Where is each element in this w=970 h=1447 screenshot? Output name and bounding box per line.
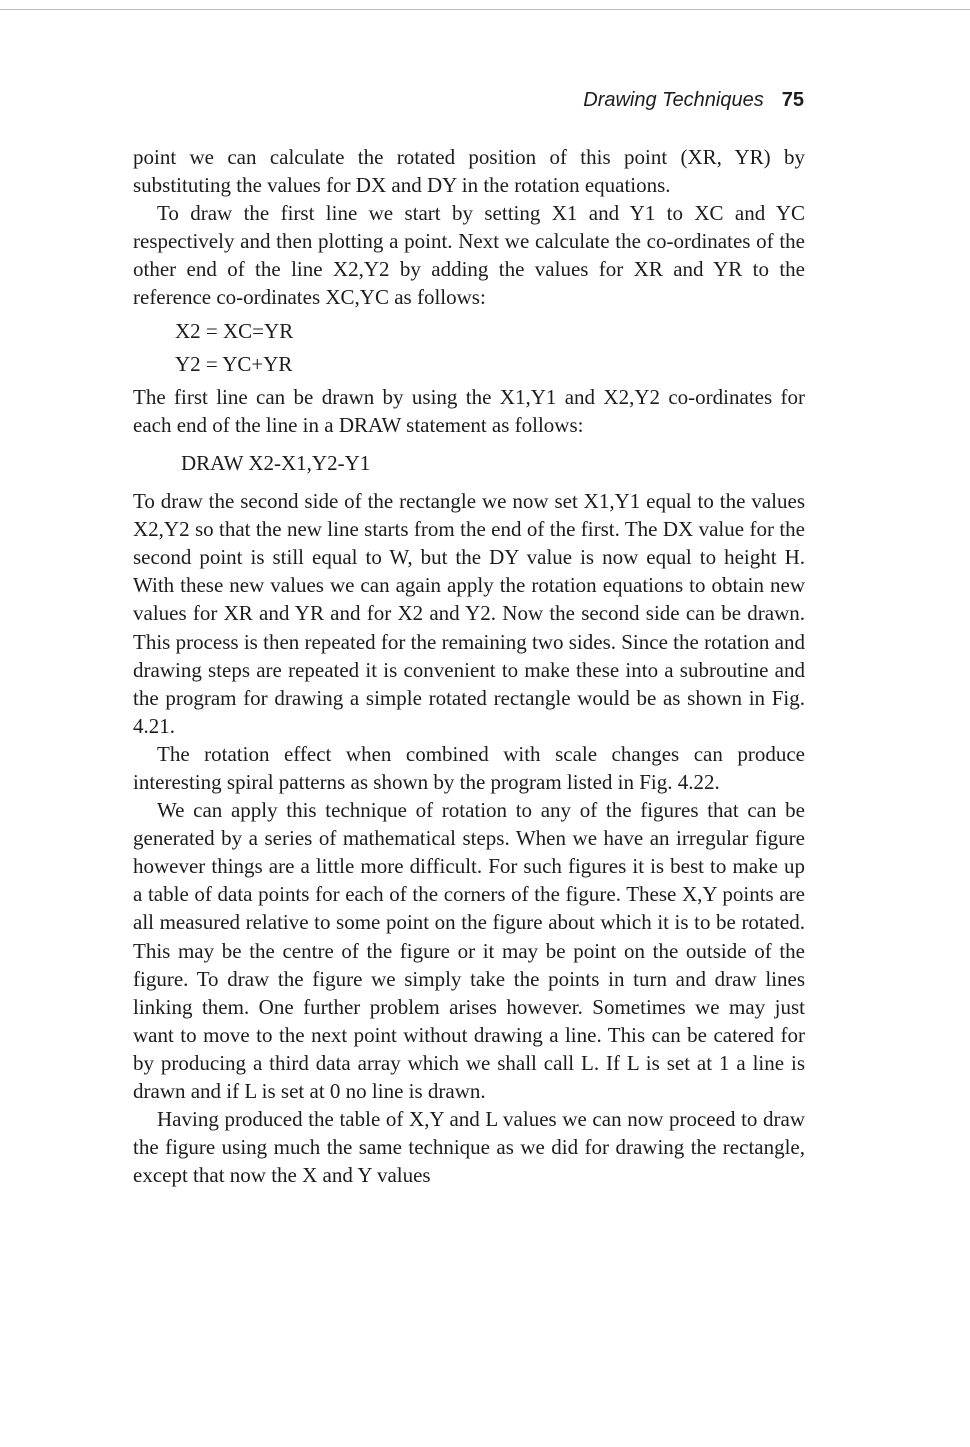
paragraph-continuation: point we can calculate the rotated position of this point (XR, YR) by substituting the values for DX and DY in the rotation equations. [133,145,805,198]
equation-y2: Y2 = YC+YR [175,351,293,376]
page-body [133,143,805,1189]
equation-x2: X2 = XC=YR [175,318,294,343]
running-head [583,86,804,114]
paragraph-first-line: To draw the first line we start by setting X1 and Y1 to XC and YC respectively and then plotting a point. Next we calculate the co-ordinates of the other end of the line X2,Y2 by adding the values for XR and YR to the reference co-ordinates XC,YC as follows: [133,201,805,310]
running-head-title: Drawing Techniques [583,89,764,111]
paragraph-draw-statement: The first line can be drawn by using the X1,Y1 and X2,Y2 co-ordinates for each end of the line in a DRAW statement as follows: [133,384,805,437]
paragraph-table-values: Having produced the table of X,Y and L values we can now proceed to draw the figure using much the same technique as we did for drawing the rectangle, except that now the X and Y values [133,1107,805,1188]
page-top-edge [0,9,970,10]
paragraph-spiral: The rotation effect when combined with scale changes can produce interesting spiral patterns as shown by the program listed in Fig. 4.22. [133,741,805,794]
draw-statement-code: DRAW X2-X1,Y2-Y1 [181,450,371,475]
page-number: 75 [781,89,804,111]
paragraph-irregular-figures: We can apply this technique of rotation to any of the figures that can be generated by a series of mathematical steps. When we have an irregular figure however things are a little more difficult. For such figures it is best to make up a table of data points for each of the corners of the figure. These X,Y points are all measured relative to some point on the figure about which it is to be rotated. This may be the centre of the figure or it may be point on the outside of the figure. To draw the figure we simply take the points in turn and draw lines linking them. One further problem arises however. Sometimes we may just want to move to the next point without drawing a line. This can be catered for by producing a third data array which we shall call L. If L is set at 1 a line is drawn and if L is set at 0 no line is drawn. [133,798,805,1103]
paragraph-second-side: To draw the second side of the rectangle we now set X1,Y1 equal to the values X2,Y2 so that the new line starts from the end of the first. The DX value for the second point is still equal to W, but the DY value is now equal to height H. With these new values we can again apply the rotation equations to obtain new values for XR and YR and for X2 and Y2. Now the second side can be drawn. This process is then repeated for the remaining two sides. Since the rotation and drawing steps are repeated it is convenient to make these into a subroutine and the program for drawing a simple rotated rectangle would be as shown in Fig. 4.21. [133,489,805,738]
